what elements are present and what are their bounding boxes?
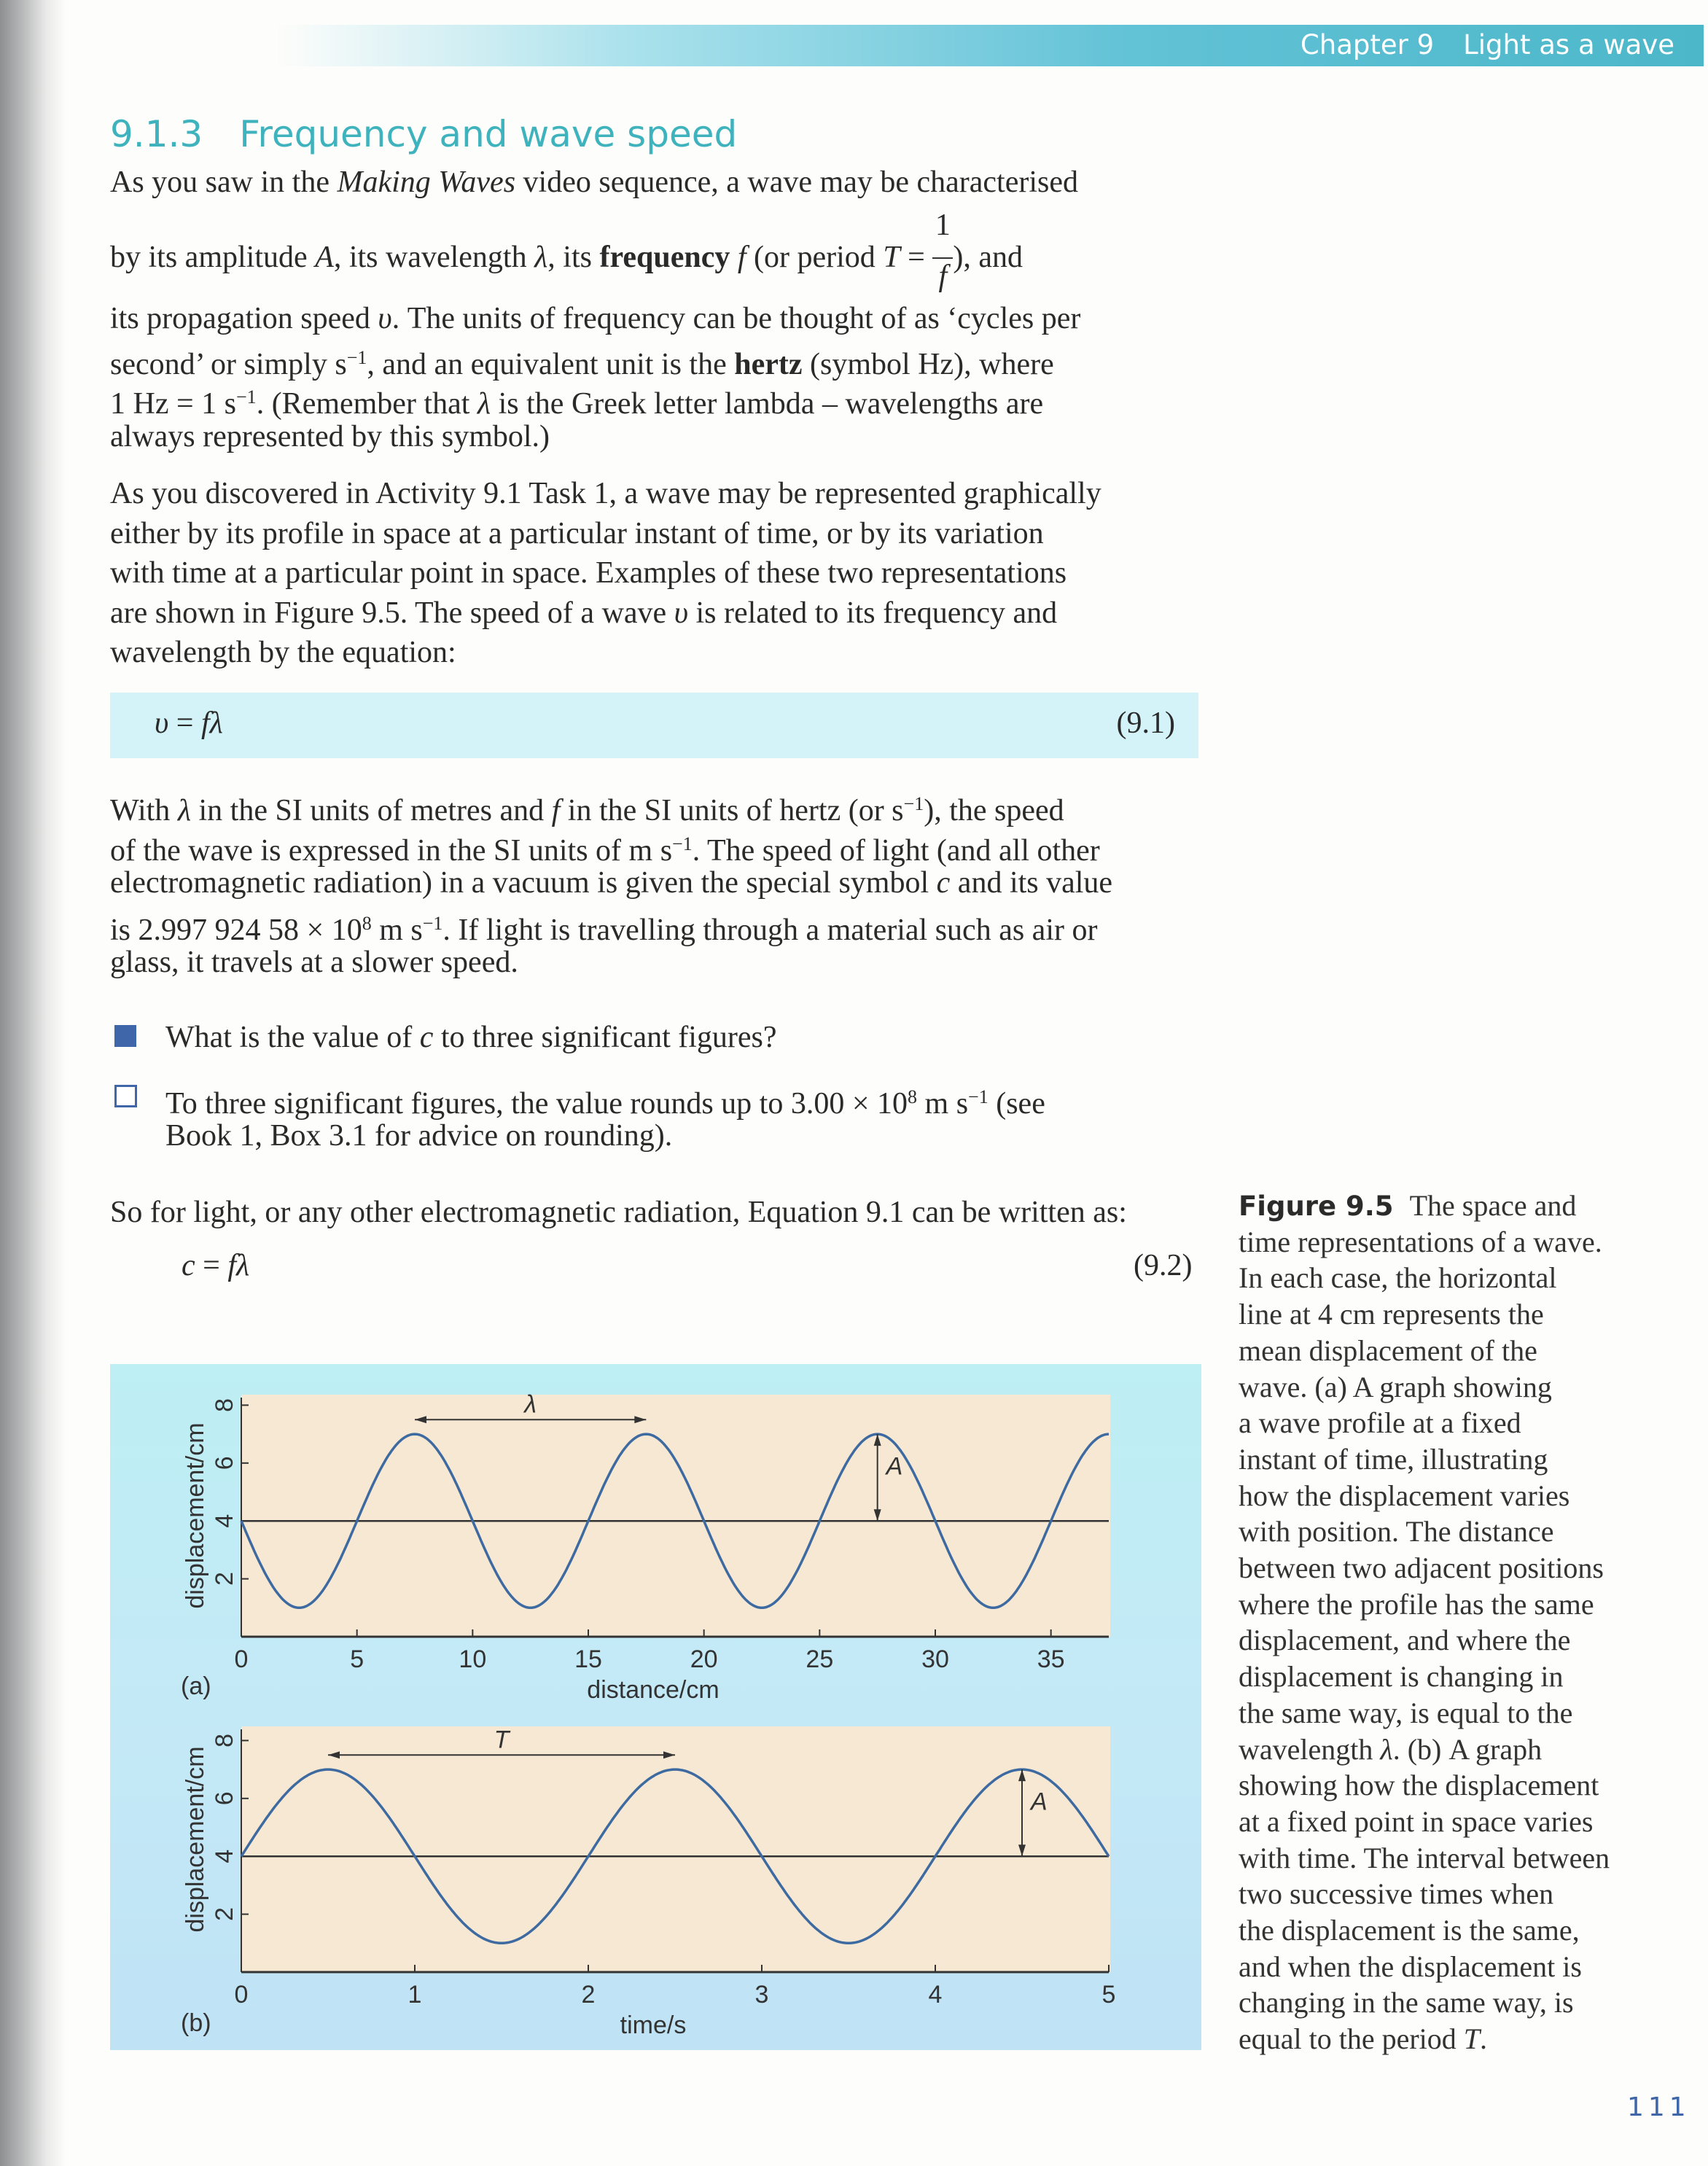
text-line	[110, 474, 1101, 514]
text-run: hertz	[734, 348, 803, 381]
text-run: displacement, and where the	[1239, 1624, 1571, 1657]
text-line	[110, 1193, 1127, 1233]
answer-marker-icon	[114, 1085, 137, 1107]
page-binding-shadow	[0, 0, 66, 2166]
text-line	[1239, 1876, 1553, 1912]
text-line	[165, 1077, 1045, 1121]
text-run: in the SI units of metres and	[191, 794, 552, 827]
text-run: m s	[371, 913, 423, 947]
figure-9-5	[110, 1364, 1201, 2050]
panel-label: (a)	[181, 1672, 211, 1700]
text-line	[1239, 1695, 1572, 1731]
equation-9-2	[182, 1248, 249, 1283]
text-run: , its wavelength	[333, 241, 535, 274]
text-run: is 2.997 924 58 × 10	[110, 913, 362, 947]
text-run: ), and	[953, 241, 1023, 274]
equation-number: (9.1)	[1116, 706, 1175, 740]
text-run: υ	[378, 302, 392, 335]
y-axis-label: displacement/cm	[182, 1422, 209, 1609]
text-line	[1239, 1586, 1594, 1623]
text-run: f	[737, 241, 746, 274]
text-run: glass, it travels at a slower speed.	[110, 946, 518, 979]
eq-lhs: c	[182, 1249, 195, 1282]
text-run: −1	[903, 793, 924, 814]
x-tick-label: 10	[459, 1645, 487, 1673]
text-run: With	[110, 794, 178, 827]
text-run: by its amplitude	[110, 241, 316, 274]
text-line	[110, 903, 1098, 947]
text-line	[1239, 1260, 1556, 1296]
text-run: two successive times when	[1239, 1877, 1554, 1911]
text-run: equal to the period	[1239, 2022, 1464, 2056]
text-line	[110, 514, 1044, 554]
plot-background	[241, 1395, 1110, 1637]
text-line	[1239, 1224, 1602, 1261]
caption-label: Figure 9.5	[1239, 1191, 1394, 1222]
section-title: Frequency and wave speed	[239, 113, 738, 155]
y-tick-label: 4	[211, 1849, 238, 1863]
text-run: a wave profile at a fixed	[1239, 1406, 1521, 1440]
text-run: Book 1, Box 3.1 for advice on rounding).	[165, 1119, 673, 1153]
text-line	[110, 163, 1078, 203]
text-run: . The speed of light (and all other	[692, 833, 1100, 868]
text-line	[110, 338, 1054, 381]
equation-number: (9.2)	[1134, 1249, 1193, 1282]
text-run: To three significant figures, the value rounds up to 3.00 × 10	[165, 1087, 908, 1121]
text-run: (see	[988, 1087, 1045, 1121]
text-line	[1239, 1369, 1552, 1406]
text-line	[1239, 1296, 1544, 1333]
annotation-label: A	[886, 1452, 903, 1481]
equation-9-1-box	[110, 693, 1198, 758]
text-run: In each case, the horizontal	[1239, 1261, 1557, 1295]
text-line	[1239, 1840, 1610, 1877]
text-run: frequency	[599, 241, 730, 274]
text-run: time representations of a wave.	[1239, 1225, 1602, 1258]
text-run: in the SI units of hertz (or s	[560, 794, 904, 827]
text-line	[1239, 1514, 1554, 1550]
question-marker-icon	[114, 1025, 136, 1047]
text-run: line at 4 cm represents the	[1239, 1298, 1544, 1331]
denominator: f	[938, 260, 948, 293]
text-run: is related to its frequency and	[687, 596, 1058, 630]
fraction	[932, 209, 953, 293]
text-run: λ	[477, 387, 491, 421]
eq-equals: =	[195, 1249, 228, 1282]
text-line	[110, 824, 1100, 868]
text-line	[110, 633, 456, 673]
text-run: changing in the same way, is	[1239, 1986, 1574, 2019]
text-run: c	[936, 866, 951, 900]
y-tick-label: 6	[211, 1456, 238, 1470]
text-run: to three significant figures?	[433, 1021, 777, 1054]
section-number: 9.1.3	[110, 113, 203, 155]
text-line	[1239, 1804, 1593, 1840]
y-tick-label: 2	[211, 1572, 238, 1586]
text-line	[110, 943, 518, 983]
eq-lambda: λ	[209, 706, 223, 740]
text-run: A	[315, 241, 334, 274]
text-run: −1	[236, 386, 257, 408]
text-line	[1239, 1984, 1574, 2021]
text-run: f	[551, 794, 561, 827]
text-run	[730, 241, 738, 274]
x-tick-label: 5	[1101, 1981, 1116, 2009]
text-run: As you saw in the	[110, 165, 338, 199]
text-run: c	[419, 1021, 434, 1054]
text-run: As you discovered in Activity 9.1 Task 1, a wave may be represented graphically	[110, 477, 1101, 510]
text-run: and its value	[950, 866, 1113, 900]
text-run: is the Greek letter lambda – wavelengths are	[491, 387, 1044, 421]
text-run: how the displacement varies	[1239, 1479, 1570, 1512]
text-run: displacement is changing in	[1239, 1660, 1564, 1694]
text-line	[110, 593, 1057, 634]
text-run: mean displacement of the	[1239, 1333, 1537, 1367]
page-number: 111	[1627, 2092, 1691, 2122]
text-run: What is the value of	[165, 1021, 420, 1054]
text-run: (symbol Hz), where	[802, 348, 1054, 381]
text-run: with time. The interval between	[1239, 1841, 1610, 1874]
text-line	[1239, 1767, 1599, 1804]
wave-graphs	[110, 1364, 1201, 2050]
y-tick-label: 6	[211, 1791, 238, 1806]
text-run: wave. (a) A graph showing	[1239, 1370, 1552, 1403]
text-run: Making Waves	[337, 165, 516, 199]
eq-lhs: υ	[155, 706, 169, 740]
text-run: −1	[422, 912, 443, 934]
text-run: and when the displacement is	[1239, 1949, 1582, 1983]
text-line	[110, 784, 1064, 827]
numerator: 1	[935, 209, 951, 242]
text-run: .	[1480, 2022, 1488, 2056]
text-run: m s	[917, 1087, 969, 1121]
equation-9-1	[155, 706, 223, 741]
text-run: wavelength by the equation:	[110, 636, 456, 669]
y-tick-label: 8	[211, 1398, 238, 1412]
text-run: the displacement is the same,	[1239, 1914, 1580, 1947]
y-tick-label: 2	[211, 1907, 238, 1922]
text-line	[165, 1018, 777, 1058]
text-line	[110, 299, 1080, 339]
text-run: −1	[968, 1086, 988, 1107]
y-axis-label: displacement/cm	[182, 1746, 209, 1933]
text-run: So for light, or any other electromagnetic radiation, Equation 9.1 can be written as:	[110, 1196, 1127, 1229]
x-tick-label: 1	[407, 1981, 422, 2009]
text-run: =	[900, 241, 933, 274]
text-line	[1239, 1731, 1542, 1768]
eq-f: f	[200, 706, 210, 740]
text-run: λ	[1380, 1732, 1393, 1766]
x-axis-label: time/s	[620, 2011, 687, 2039]
text-line	[1239, 1949, 1582, 1985]
text-line	[110, 863, 1112, 903]
text-run: the same way, is equal to the	[1239, 1696, 1573, 1729]
text-line	[110, 553, 1066, 593]
text-line	[1239, 1550, 1604, 1586]
text-run: with time at a particular point in space. Examples of these two representations	[110, 556, 1067, 590]
plot-background	[241, 1726, 1110, 1972]
text-line	[110, 377, 1044, 421]
text-line	[110, 209, 1023, 293]
eq-equals: =	[168, 706, 201, 740]
x-tick-label: 35	[1037, 1645, 1065, 1673]
caption-text: The space and	[1409, 1189, 1577, 1222]
text-run: are shown in Figure 9.5. The speed of a wave	[110, 596, 674, 630]
eq-f: f	[227, 1249, 237, 1282]
text-run: . The units of frequency can be thought of as ‘cycles per	[391, 302, 1081, 335]
text-run: of the wave is expressed in the SI units of m s	[110, 833, 673, 868]
annotation-label: λ	[524, 1390, 537, 1419]
y-tick-label: 4	[211, 1514, 238, 1528]
text-run: T	[883, 241, 900, 274]
text-line	[1239, 1622, 1570, 1659]
text-line	[1239, 1405, 1521, 1441]
text-run: 8	[908, 1086, 918, 1107]
running-header	[277, 25, 1704, 66]
text-run: at a fixed point in space varies	[1239, 1804, 1594, 1838]
section-heading	[110, 113, 737, 155]
text-run: showing how the displacement	[1239, 1769, 1599, 1802]
text-run: video sequence, a wave may be characterised	[515, 165, 1078, 199]
text-run: instant of time, illustrating	[1239, 1442, 1548, 1476]
text-run: wavelength	[1239, 1732, 1381, 1766]
text-run: −1	[346, 347, 367, 368]
text-run: (or period	[746, 241, 884, 274]
x-tick-label: 5	[350, 1645, 364, 1673]
text-line	[1239, 1659, 1563, 1695]
annotation-label: A	[1031, 1788, 1048, 1816]
text-line	[1239, 1478, 1569, 1514]
header-chapter: Chapter 9	[1300, 29, 1435, 61]
text-run: with position. The distance	[1239, 1515, 1554, 1548]
x-tick-label: 30	[921, 1645, 949, 1673]
text-run: 1 Hz = 1 s	[110, 387, 237, 421]
text-run: . (Remember that	[256, 387, 477, 421]
text-run: , and an equivalent unit is the	[367, 348, 735, 381]
header-title: Light as a wave	[1463, 29, 1674, 61]
text-run: . (b) A graph	[1392, 1732, 1543, 1766]
text-run: ), the speed	[924, 794, 1064, 827]
text-line	[165, 1116, 672, 1156]
annotation-label: T	[494, 1726, 510, 1754]
caption-first-line	[1239, 1188, 1576, 1224]
text-run: its propagation speed	[110, 302, 378, 335]
x-tick-label: 25	[806, 1645, 834, 1673]
text-line	[1239, 2021, 1487, 2057]
text-run: . If light is travelling through a material such as air or	[442, 913, 1098, 947]
text-run: 8	[362, 912, 372, 934]
text-run: T	[1463, 2022, 1481, 2056]
x-axis-label: distance/cm	[587, 1676, 720, 1704]
text-line	[1239, 1912, 1580, 1949]
x-tick-label: 0	[234, 1981, 249, 2009]
y-tick-label: 8	[211, 1733, 238, 1748]
text-line	[110, 417, 550, 457]
x-tick-label: 15	[574, 1645, 602, 1673]
eq-lambda: λ	[236, 1249, 250, 1282]
text-run: electromagnetic radiation) in a vacuum is given the special symbol	[110, 866, 937, 900]
text-run: λ	[534, 241, 548, 274]
x-tick-label: 2	[581, 1981, 596, 2009]
x-tick-label: 4	[928, 1981, 943, 2009]
text-run: always represented by this symbol.)	[110, 420, 550, 453]
text-line	[1239, 1441, 1548, 1478]
text-run: second’ or simply s	[110, 348, 347, 381]
panel-label: (b)	[181, 2009, 211, 2037]
x-tick-label: 20	[690, 1645, 718, 1673]
text-run: −1	[672, 833, 693, 854]
text-run: either by its profile in space at a particular instant of time, or by its variation	[110, 516, 1044, 550]
text-run: between two adjacent positions	[1239, 1551, 1604, 1584]
x-tick-label: 0	[234, 1645, 249, 1673]
text-line	[1239, 1333, 1537, 1369]
x-tick-label: 3	[754, 1981, 769, 2009]
text-run: λ	[177, 794, 192, 827]
text-run: where the profile has the same	[1239, 1587, 1594, 1621]
text-run: , its	[547, 241, 600, 274]
text-run: υ	[674, 596, 688, 630]
